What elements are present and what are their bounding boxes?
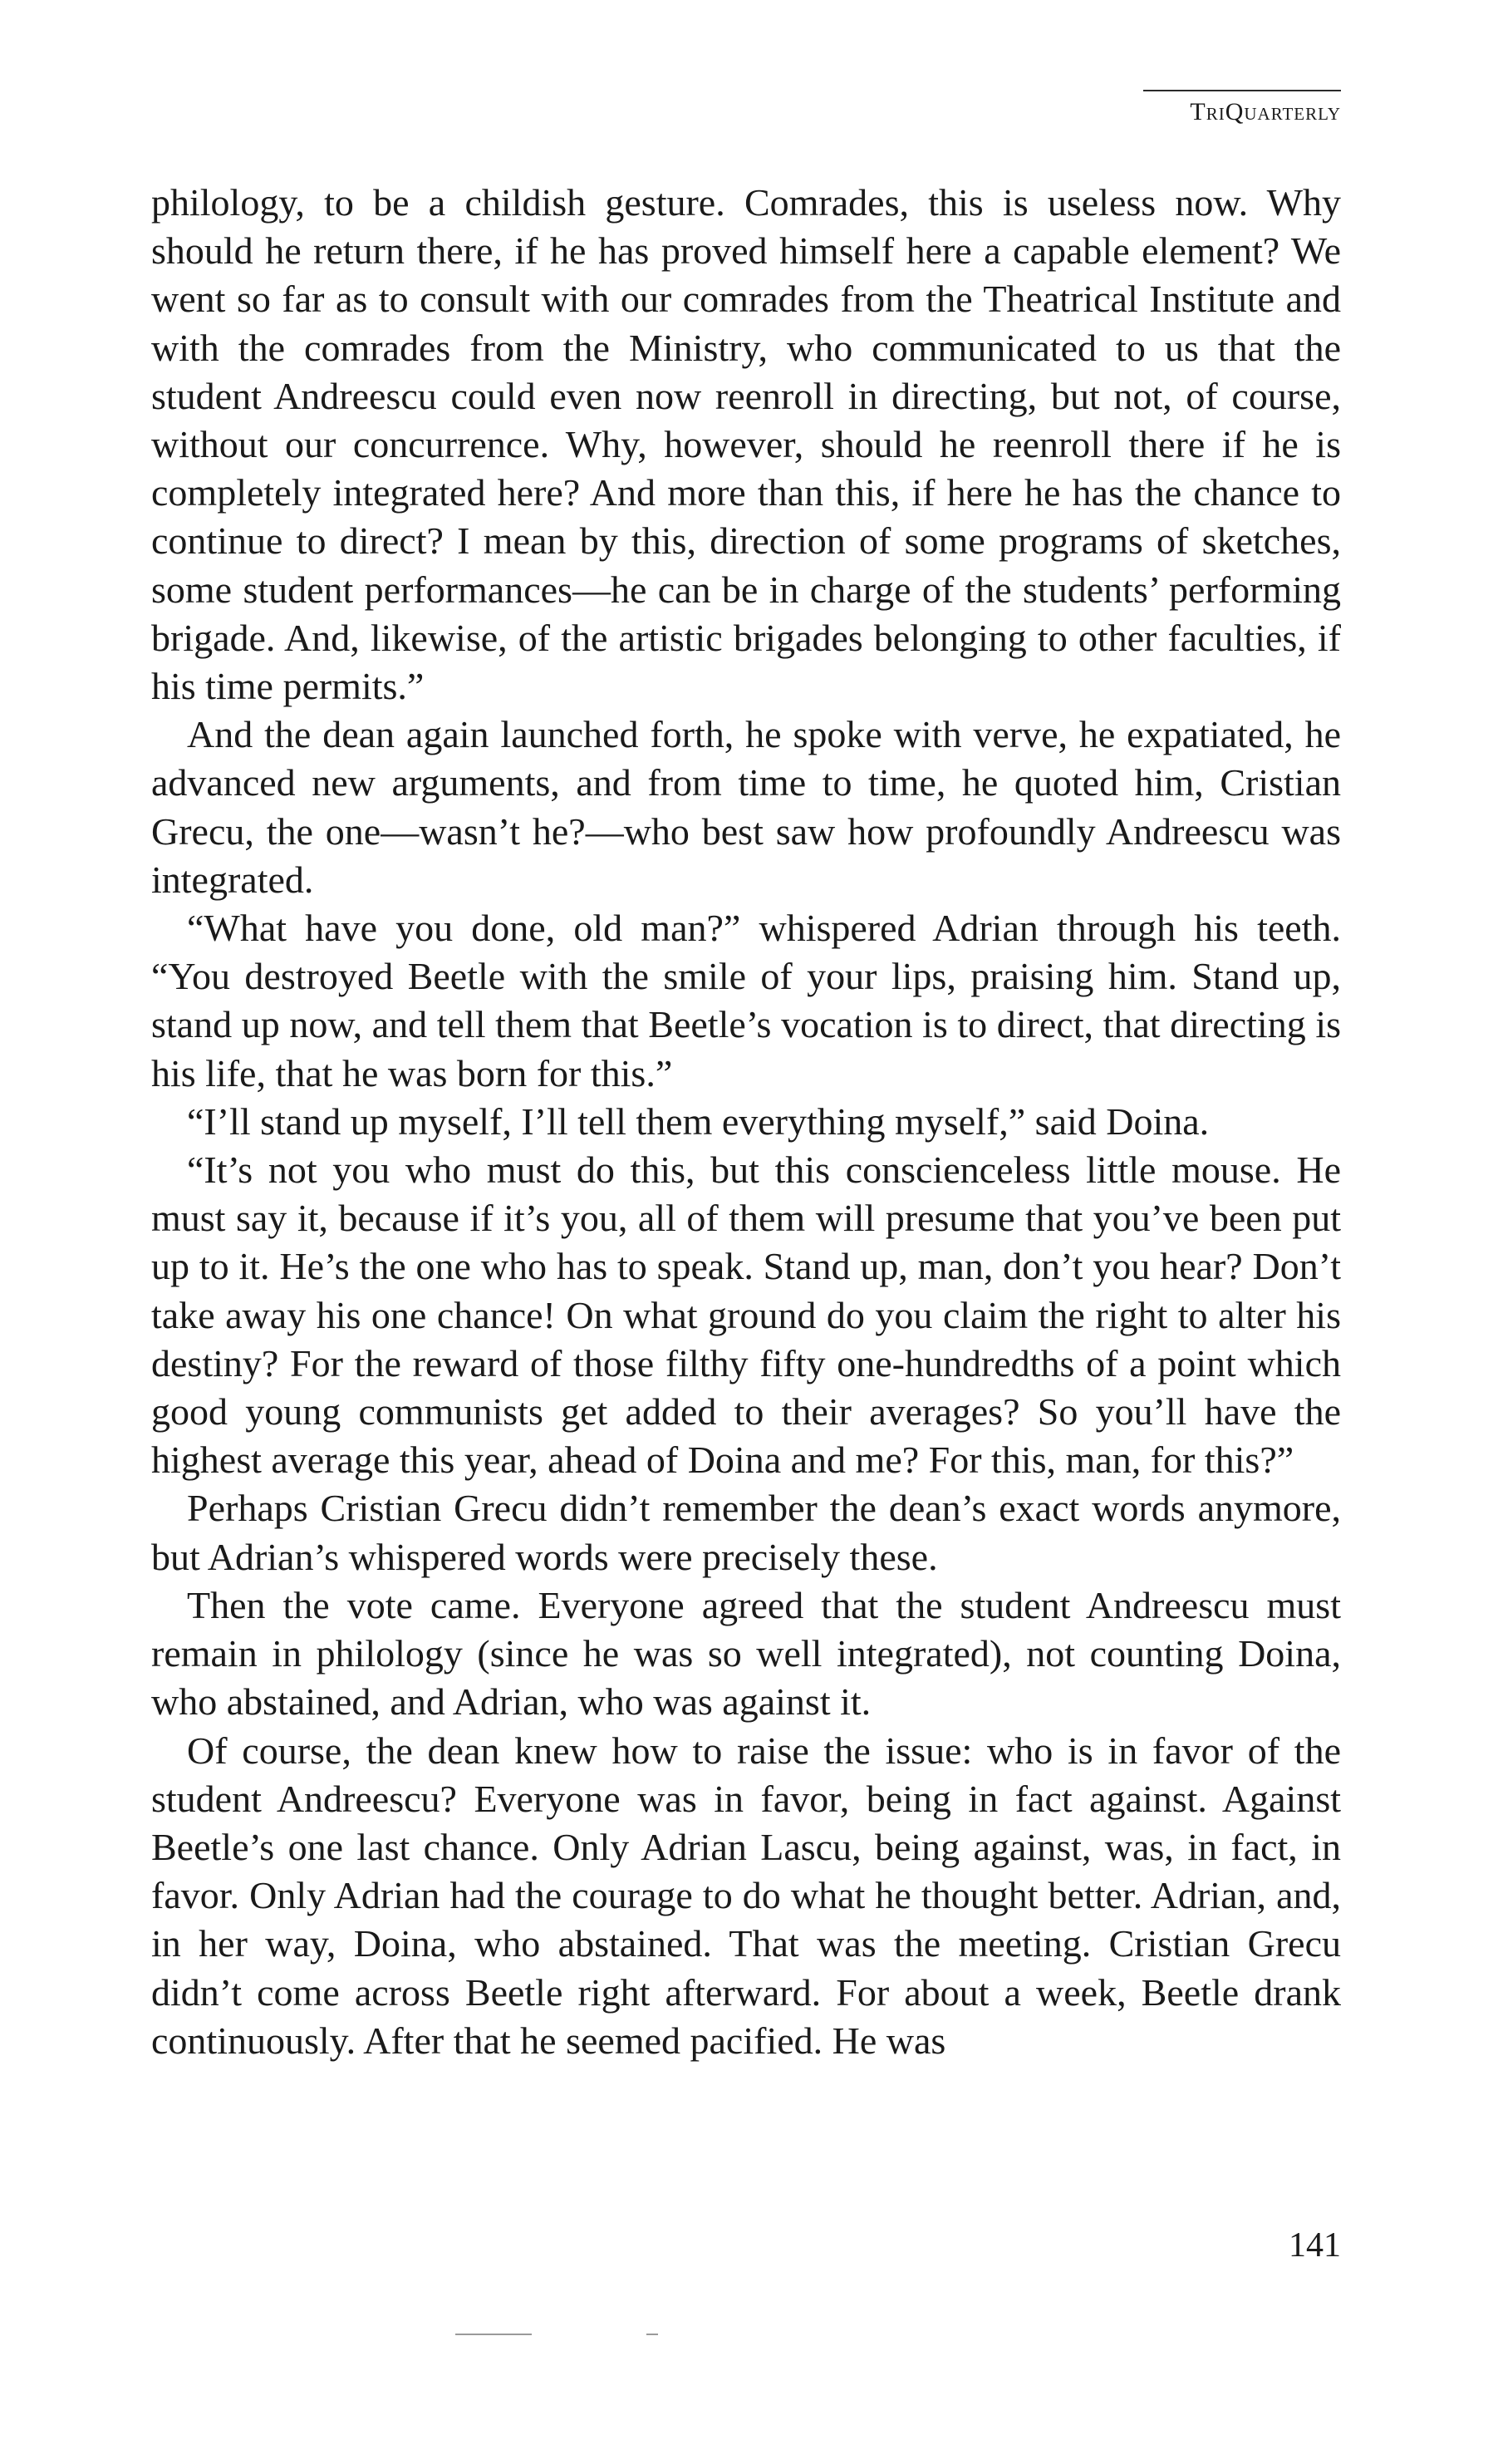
body-text [151,179,1341,2065]
paragraph: philology, to be a childish gesture. Comrades, this is useless now. Why should he return there, if he has proved himself here a capable element? We went so far as to consult with our comrades from the Theatrical Institute and with the comrades from the Ministry, who communicated to us that the student Andreescu could even now reenroll in directing, but not, of course, without our concurrence. Why, however, should he reenroll there if he is completely integrated here? And more than this, if here he has the chance to continue to direct? I mean by this, direction of some programs of sketches, some student performances—he can be in charge of the students’ performing brigade. And, likewise, of the artistic brigades belonging to other faculties, if his time permits.” [151,181,1341,708]
paragraph: And the dean again launched forth, he spoke with verve, he expatiated, he advanced new arguments, and from time to time, he quoted him, Cristian Grecu, the one—wasn’t he?—who best saw how profoundly Andreescu was integrated. [151,713,1341,901]
paragraph: Of course, the dean knew how to raise the issue: who is in favor of the student Andreescu? Everyone was in favor, being in fact against. Against Beetle’s one last chance. Only Adrian Lascu, being against, was, in fact, in favor. Only Adrian had the courage to do what he thought better. Adrian, and, in her way, Doina, who abstained. That was the meeting. Cristian Grecu didn’t come across Beetle right afterward. For about a week, Beetle drank continuously. After that he seemed pacified. He was [151,1729,1341,2062]
paragraph: “I’ll stand up myself, I’ll tell them everything myself,” said Doina. [187,1099,1210,1143]
running-head-rule [1143,90,1341,91]
paragraph: Perhaps Cristian Grecu didn’t remember the dean’s exact words anymore, but Adrian’s whispered words were precisely these. [151,1487,1341,1578]
paragraph: “What have you done, old man?” whispered Adrian through his teeth. “You destroyed Beetle with the smile of your lips, praising him. Stand up, stand up now, and tell them that Beetle’s vocation is to direct, that directing is his life, that he was born for this.” [151,907,1341,1094]
paragraph: Then the vote came. Everyone agreed that the student Andreescu must remain in philology (since he was so well integrated), not counting Doina, who abstained, and Adrian, who was against it. [151,1583,1341,1724]
scan-mark [455,2334,532,2335]
paragraph: “It’s not you who must do this, but this conscienceless little mouse. He must say it, because if it’s you, all of them will presume that you’ve been put up to it. He’s the one who has to speak. Stand up, man, don’t you hear? Don’t take away his one chance! On what ground do you claim the right to alter his destiny? For the reward of those filthy fifty one-hundredths of a point which good young communists get added to their averages? So you’ll have the highest average this year, ahead of Doina and me? For this, man, for this?” [151,1148,1341,1482]
scan-mark [646,2334,658,2335]
running-head: TriQuarterly [1190,98,1341,125]
page-number: 141 [1289,2226,1341,2265]
